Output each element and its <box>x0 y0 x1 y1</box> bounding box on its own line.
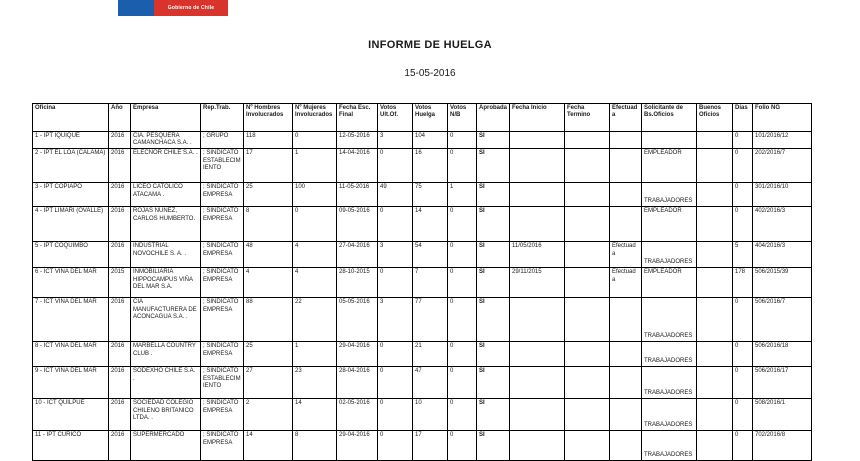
table-cell: SI <box>477 242 510 268</box>
table-cell: 14 <box>244 431 293 461</box>
table-cell: 3 <box>378 132 413 149</box>
column-header: Aprobada <box>477 104 510 132</box>
table-cell: SI <box>477 207 510 242</box>
table-cell: 3 <box>378 298 413 342</box>
table-cell: 8 <box>293 431 337 461</box>
table-row <box>33 431 812 461</box>
table-cell <box>510 183 565 207</box>
table-cell: 2015 <box>109 268 131 298</box>
table-cell <box>610 183 642 207</box>
table-cell <box>565 207 610 242</box>
table-cell: 0 <box>293 207 337 242</box>
column-header: Votos Huelga <box>413 104 448 132</box>
table-cell: 47 <box>413 367 448 399</box>
table-cell: 5 <box>733 242 753 268</box>
table-cell <box>510 342 565 367</box>
table-cell: 101/2016/12 <box>753 132 812 149</box>
table-cell: 7 <box>413 268 448 298</box>
table-cell: 14 <box>293 399 337 431</box>
table-cell <box>565 367 610 399</box>
table-cell: 25 <box>244 342 293 367</box>
table-cell: 0 <box>448 342 477 367</box>
table-cell: ; SINDICATO EMPRESA <box>201 431 244 461</box>
table-cell: 2016 <box>109 298 131 342</box>
table-row <box>33 298 812 342</box>
table-cell: 10 <box>413 399 448 431</box>
column-header: Fecha Inicio <box>510 104 565 132</box>
column-header: Solicitante de Bs.Oficios <box>642 104 697 132</box>
table-cell <box>642 132 697 149</box>
table-cell <box>697 132 733 149</box>
table-cell: 0 <box>448 431 477 461</box>
table-cell <box>610 399 642 431</box>
table-cell: 3 <box>378 242 413 268</box>
table-cell: 22 <box>293 298 337 342</box>
table-cell: 54 <box>413 242 448 268</box>
table-cell <box>697 207 733 242</box>
table-cell <box>697 399 733 431</box>
table-cell <box>565 132 610 149</box>
table-cell: 0 <box>448 242 477 268</box>
table-cell: ; SINDICATO EMPRESA <box>201 342 244 367</box>
table-cell: 508/2016/1 <box>753 399 812 431</box>
table-cell: CIA MANUFACTURERA DE ACONCAGUA S.A. . <box>131 298 201 342</box>
table-cell <box>565 298 610 342</box>
table-cell: EMPLEADOR <box>642 207 697 242</box>
table-cell: 0 <box>733 132 753 149</box>
column-header: Buenos Oficios <box>697 104 733 132</box>
table-cell: 0 <box>378 399 413 431</box>
table-cell: 2016 <box>109 342 131 367</box>
table-cell: 25 <box>244 183 293 207</box>
table-cell: 0 <box>448 399 477 431</box>
table-cell: SOCIEDAD COLEGIO CHILENO BRITANICO LTDA. . <box>131 399 201 431</box>
table-cell: TRABAJADORES <box>642 342 697 367</box>
table-cell: TRABAJADORES <box>642 298 697 342</box>
strike-report-table <box>32 103 812 461</box>
table-cell: ; SINDICATO EMPRESA <box>201 268 244 298</box>
table-cell: SI <box>477 298 510 342</box>
table-cell: 0 <box>378 268 413 298</box>
table-row <box>33 183 812 207</box>
table-cell: 29/11/2015 <box>510 268 565 298</box>
table-cell: EMPLEADOR <box>642 149 697 183</box>
table-cell: 0 <box>378 207 413 242</box>
table-cell: ROJAS NUÑEZ, CARLOS HUMBERTO. <box>131 207 201 242</box>
table-cell: 1 <box>448 183 477 207</box>
table-cell: 2 <box>244 399 293 431</box>
table-cell: 0 <box>378 367 413 399</box>
table-cell <box>697 298 733 342</box>
table-cell: 0 <box>733 149 753 183</box>
table-cell: SODEXHO CHILE S.A. . <box>131 367 201 399</box>
report-date: 15-05-2016 <box>404 68 456 79</box>
table-cell <box>510 367 565 399</box>
table-cell: 77 <box>413 298 448 342</box>
table-cell: 402/2016/3 <box>753 207 812 242</box>
table-cell: TRABAJADORES <box>642 399 697 431</box>
table-cell: 0 <box>378 149 413 183</box>
table-cell <box>610 367 642 399</box>
column-header: Fecha Termino <box>565 104 610 132</box>
table-cell: ; SINDICATO EMPRESA <box>201 183 244 207</box>
table-cell: 0 <box>733 183 753 207</box>
table-cell: 02-05-2016 <box>337 399 378 431</box>
table-cell: 2016 <box>109 242 131 268</box>
table-cell: 11/05/2016 <box>510 242 565 268</box>
logo-text: Gobierno de Chile <box>167 5 215 11</box>
table-cell: 1 <box>293 149 337 183</box>
table-cell: 0 <box>448 207 477 242</box>
column-header: Votos Ult.Of. <box>378 104 413 132</box>
table-cell: 1 - IPT IQUIQUE <box>33 132 109 149</box>
table-cell <box>565 149 610 183</box>
table-cell: 7 - ICT VIÑA DEL MAR <box>33 298 109 342</box>
table-cell: SI <box>477 367 510 399</box>
table-cell: 14-04-2016 <box>337 149 378 183</box>
table-cell: Efectuada <box>610 268 642 298</box>
table-cell: TRABAJADORES <box>642 242 697 268</box>
table-cell: ; SINDICATO EMPRESA <box>201 399 244 431</box>
table-cell: 29-04-2016 <box>337 342 378 367</box>
table-cell: Efectuada <box>610 242 642 268</box>
column-header: Efectuada <box>610 104 642 132</box>
column-header: Fecha Esc. Final <box>337 104 378 132</box>
table-row <box>33 399 812 431</box>
table-cell <box>697 242 733 268</box>
table-cell <box>565 431 610 461</box>
table-cell: 0 <box>378 342 413 367</box>
table-cell <box>510 431 565 461</box>
table-cell: 0 <box>733 399 753 431</box>
table-cell <box>510 149 565 183</box>
column-header: Nº Hombres Involucrados <box>244 104 293 132</box>
table-cell: 8 <box>244 207 293 242</box>
table-cell: 09-05-2016 <box>337 207 378 242</box>
table-cell: 11-05-2016 <box>337 183 378 207</box>
table-cell: SUPERMERCADO <box>131 431 201 461</box>
table-cell: EMPLEADOR <box>642 268 697 298</box>
table-cell: 23 <box>293 367 337 399</box>
table-cell: MARBELLA COUNTRY CLUB . <box>131 342 201 367</box>
table-cell: 0 <box>378 431 413 461</box>
table-cell <box>610 149 642 183</box>
table-cell <box>510 207 565 242</box>
table-cell <box>510 399 565 431</box>
table-cell: 48 <box>244 242 293 268</box>
table-row <box>33 149 812 183</box>
table-cell <box>697 183 733 207</box>
table-cell <box>565 399 610 431</box>
table-cell <box>610 298 642 342</box>
column-header: Días <box>733 104 753 132</box>
table-cell: 0 <box>448 149 477 183</box>
table-cell: ; SINDICATO ESTABLECIMIENTO <box>201 149 244 183</box>
table-cell: 702/2016/8 <box>753 431 812 461</box>
table-cell: 4 <box>293 242 337 268</box>
table-cell: 506/2015/39 <box>753 268 812 298</box>
table-cell: 49 <box>378 183 413 207</box>
table-cell: 5 - IPT COQUIMBO <box>33 242 109 268</box>
table-cell: 6 - ICT VIÑA DEL MAR <box>33 268 109 298</box>
table-cell: 14 <box>413 207 448 242</box>
column-header: Votos N/B <box>448 104 477 132</box>
table-cell: ; SINDICATO EMPRESA <box>201 298 244 342</box>
table-cell: 0 <box>448 367 477 399</box>
table-cell: 9 - ICT VIÑA DEL MAR <box>33 367 109 399</box>
table-cell: 0 <box>733 431 753 461</box>
table-cell: 3 - IPT COPIAPO <box>33 183 109 207</box>
table-cell <box>610 431 642 461</box>
table-cell: 0 <box>448 298 477 342</box>
column-header: Rep.Trab. <box>201 104 244 132</box>
table-cell: ; SINDICATO EMPRESA <box>201 242 244 268</box>
table-cell <box>697 431 733 461</box>
table-cell: 11 - IPT CURICO <box>33 431 109 461</box>
table-cell <box>510 132 565 149</box>
table-cell <box>610 132 642 149</box>
table-cell: 10 - ICT QUILPUE <box>33 399 109 431</box>
table-cell: 404/2016/3 <box>753 242 812 268</box>
table-cell: ; SINDICATO ESTABLECIMIENTO <box>201 367 244 399</box>
table-cell: 178 <box>733 268 753 298</box>
table-cell: ; SINDICATO EMPRESA <box>201 207 244 242</box>
table-cell: INMOBILIARIA HIPPOCAMPUS VIÑA DEL MAR S.A. <box>131 268 201 298</box>
table-cell: SI <box>477 268 510 298</box>
table-cell: TRABAJADORES <box>642 431 697 461</box>
gobierno-de-chile-logo <box>118 0 228 16</box>
table-cell: 2 - IPT EL LOA (CALAMA) <box>33 149 109 183</box>
table-cell: SI <box>477 399 510 431</box>
table-cell: 88 <box>244 298 293 342</box>
table-row <box>33 268 812 298</box>
table-cell: 28-10-2015 <box>337 268 378 298</box>
table-cell: 17 <box>413 431 448 461</box>
table-cell: 27-04-2016 <box>337 242 378 268</box>
table-cell: SI <box>477 132 510 149</box>
table-cell: 21 <box>413 342 448 367</box>
table-cell: 4 <box>244 268 293 298</box>
table-cell: 2016 <box>109 132 131 149</box>
table-cell: 202/2016/7 <box>753 149 812 183</box>
table-header-row <box>33 104 812 132</box>
table-cell: 29-04-2016 <box>337 431 378 461</box>
table-cell: 4 <box>293 268 337 298</box>
table-row <box>33 342 812 367</box>
table-cell: SI <box>477 149 510 183</box>
table-cell <box>697 268 733 298</box>
table-cell: 2016 <box>109 149 131 183</box>
column-header: Empresa <box>131 104 201 132</box>
column-header: Oficina <box>33 104 109 132</box>
table-cell <box>565 242 610 268</box>
table-cell: TRABAJADORES <box>642 183 697 207</box>
table-row <box>33 367 812 399</box>
table-cell: 118 <box>244 132 293 149</box>
table-cell: 2016 <box>109 399 131 431</box>
table-cell: 16 <box>413 149 448 183</box>
table-cell <box>510 298 565 342</box>
table-cell: SI <box>477 431 510 461</box>
table-cell: ; GRUPO <box>201 132 244 149</box>
table-cell: ELECNOR CHILE S.A. . <box>131 149 201 183</box>
table-cell: 0 <box>733 342 753 367</box>
table-row <box>33 207 812 242</box>
table-cell: TRABAJADORES <box>642 367 697 399</box>
table-cell: 2016 <box>109 207 131 242</box>
table-cell: INDUSTRIAL NOVOCHILE S. A. . <box>131 242 201 268</box>
table-cell: 28-04-2016 <box>337 367 378 399</box>
table-row <box>33 242 812 268</box>
table-cell: SI <box>477 342 510 367</box>
table-cell <box>565 268 610 298</box>
table-row <box>33 132 812 149</box>
table-cell: 0 <box>448 132 477 149</box>
table-cell: 100 <box>293 183 337 207</box>
table-cell: 2016 <box>109 431 131 461</box>
logo-blue-block <box>118 0 154 16</box>
table-cell: 0 <box>733 298 753 342</box>
table-cell: 104 <box>413 132 448 149</box>
table-cell: 506/2016/7 <box>753 298 812 342</box>
table-cell: 12-05-2016 <box>337 132 378 149</box>
table-cell <box>610 342 642 367</box>
table-cell: SI <box>477 183 510 207</box>
report-title: INFORME DE HUELGA <box>368 39 492 51</box>
column-header: Folio NG <box>753 104 812 132</box>
table-cell: 2016 <box>109 183 131 207</box>
table-cell: 506/2016/18 <box>753 342 812 367</box>
column-header: Año <box>109 104 131 132</box>
table-cell: LICEO CATOLICO ATACAMA . <box>131 183 201 207</box>
table-cell: 75 <box>413 183 448 207</box>
table-cell: 05-05-2016 <box>337 298 378 342</box>
table-cell: 301/2016/10 <box>753 183 812 207</box>
table-cell: 27 <box>244 367 293 399</box>
table-cell <box>565 183 610 207</box>
table-cell: 0 <box>733 207 753 242</box>
table-cell: CIA. PESQUERA CAMANCHACA S.A. . <box>131 132 201 149</box>
table-cell <box>565 342 610 367</box>
table-cell: 0 <box>293 132 337 149</box>
logo-red-block <box>154 0 228 16</box>
table-cell <box>697 149 733 183</box>
table-cell: 17 <box>244 149 293 183</box>
table-cell: 0 <box>448 268 477 298</box>
table-cell <box>697 342 733 367</box>
table-cell: 506/2016/17 <box>753 367 812 399</box>
table-cell <box>610 207 642 242</box>
table-cell: 8 - ICT VIÑA DEL MAR <box>33 342 109 367</box>
table-cell: 0 <box>733 367 753 399</box>
table-cell <box>697 367 733 399</box>
table-cell: 1 <box>293 342 337 367</box>
table-cell: 2016 <box>109 367 131 399</box>
table-cell: 4 - IPT LIMARI (OVALLE) <box>33 207 109 242</box>
table-body <box>33 132 812 461</box>
column-header: Nº Mujeres Involucrados <box>293 104 337 132</box>
